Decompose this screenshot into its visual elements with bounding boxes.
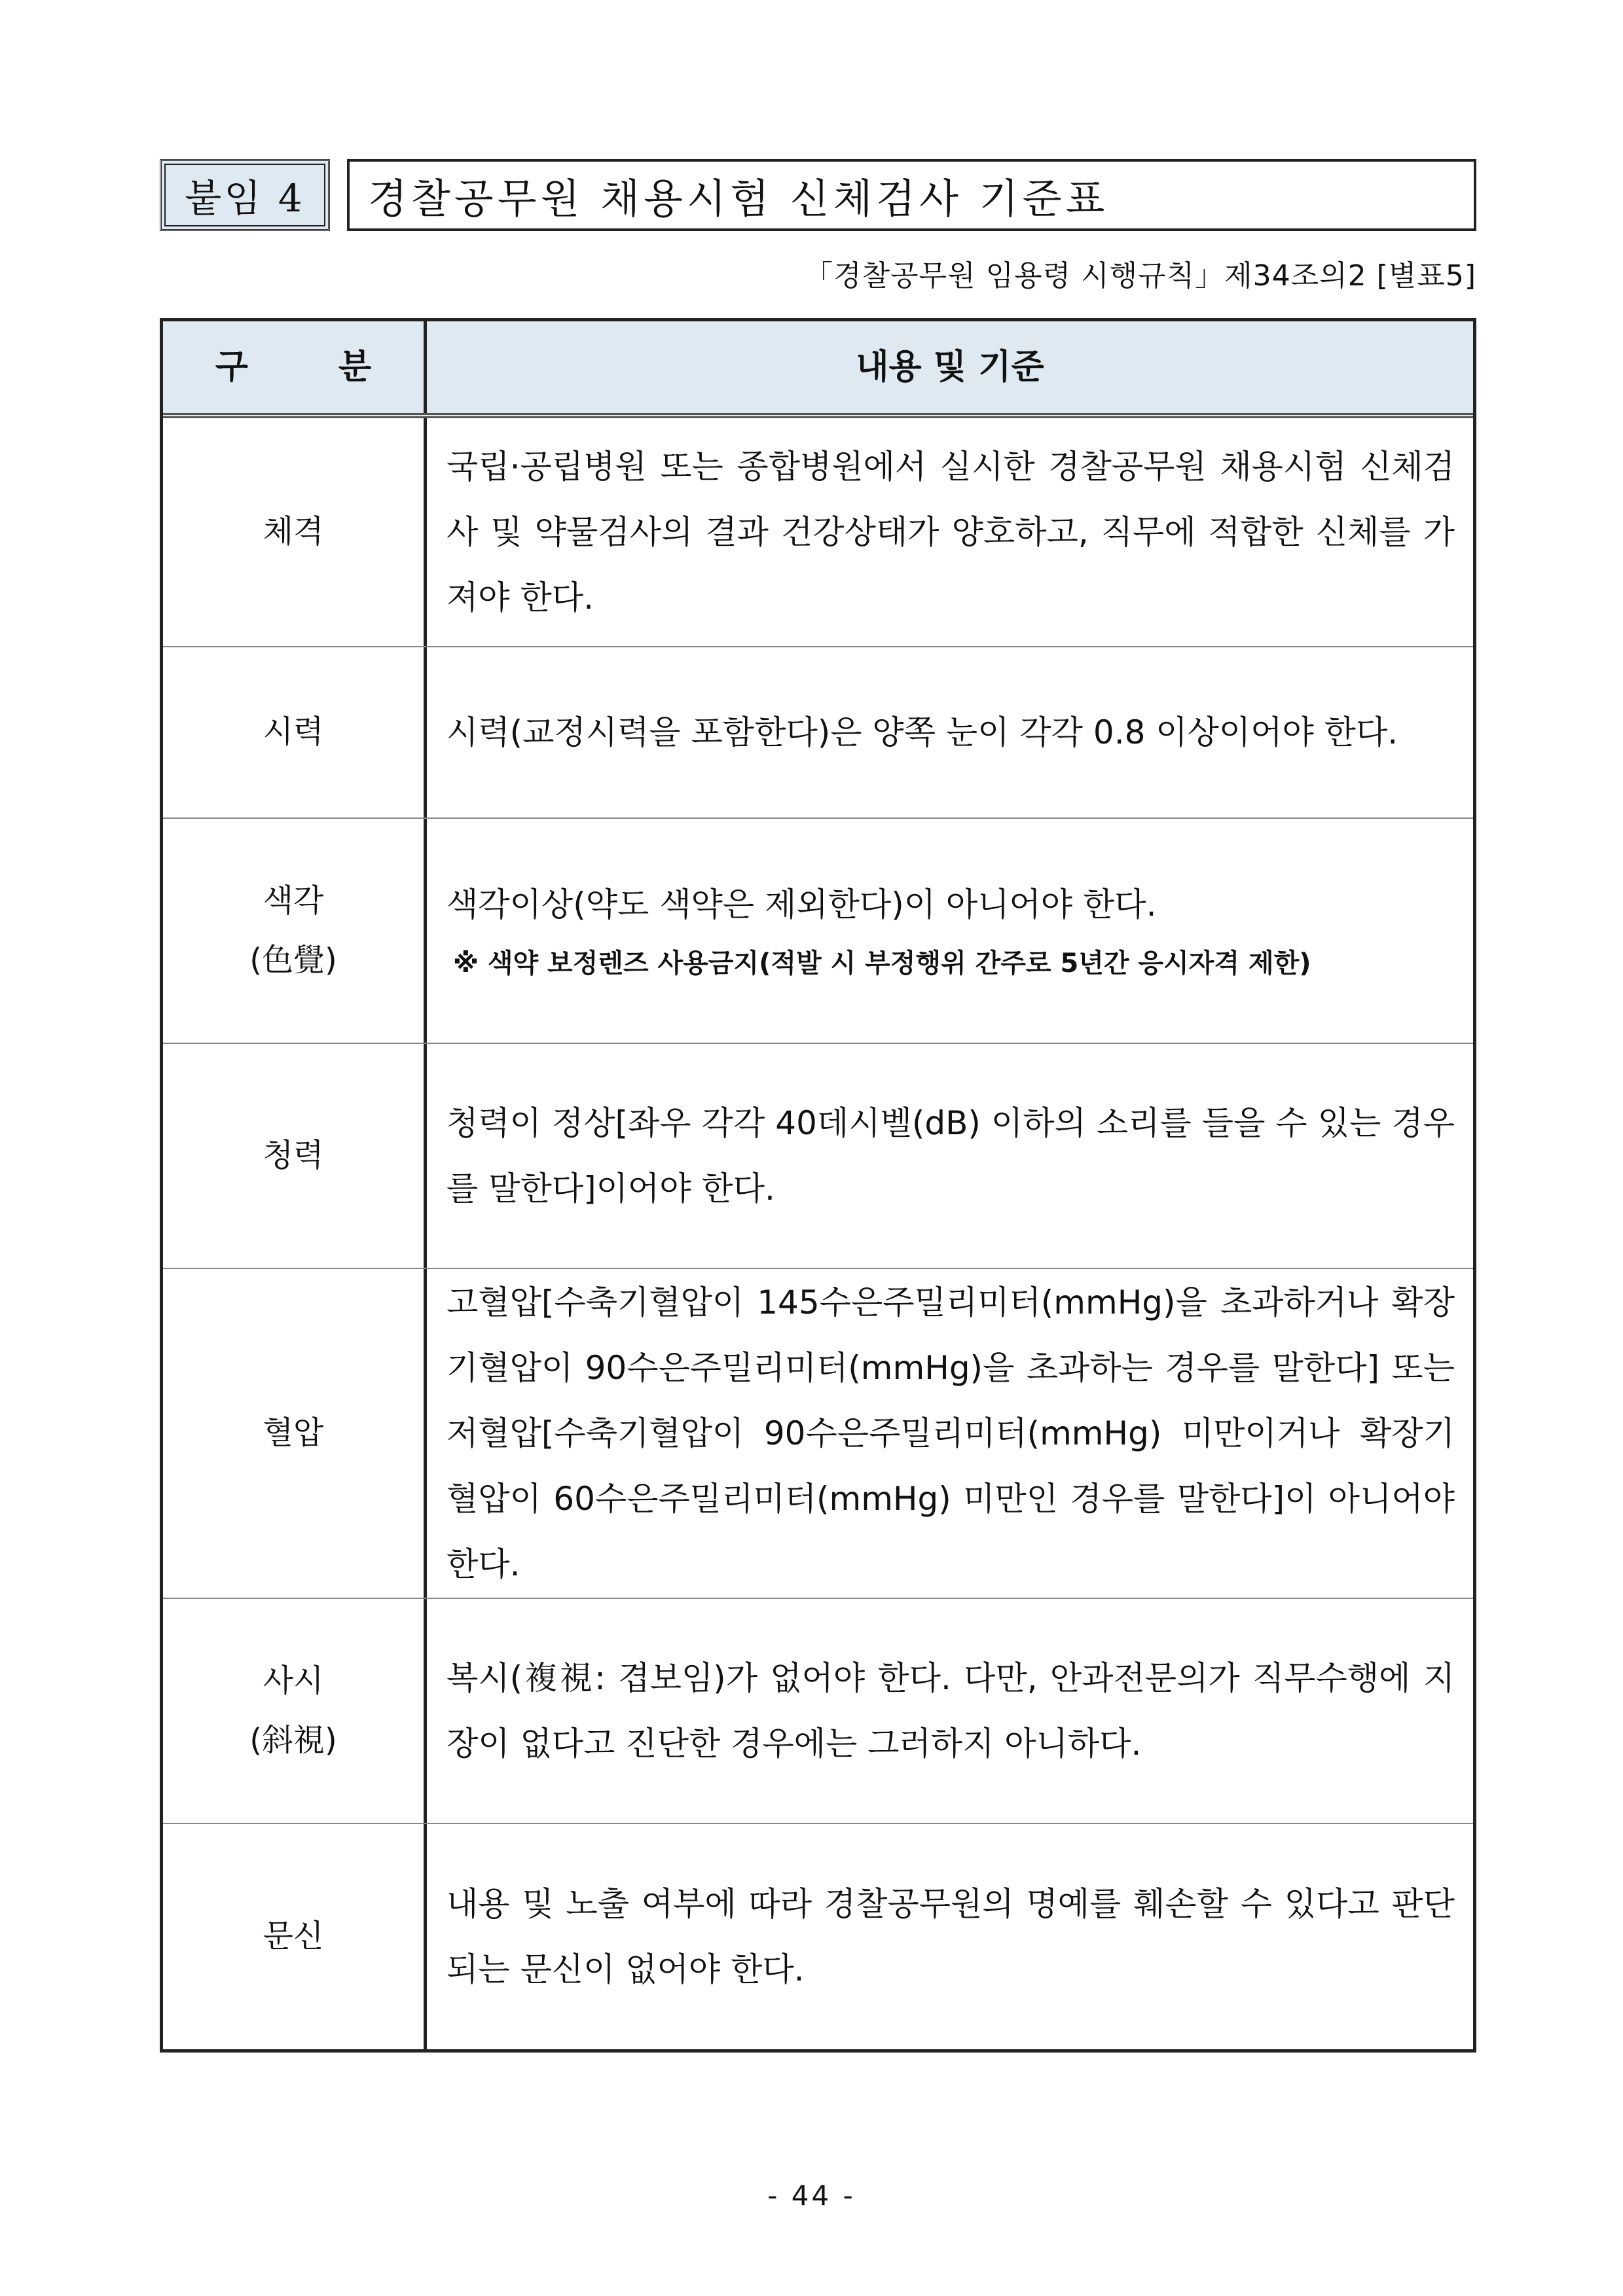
- header-category: 구 분: [163, 321, 427, 413]
- table-row: [163, 1824, 1473, 2049]
- row-content: [427, 647, 1473, 817]
- table-header-row: [163, 321, 1473, 418]
- row-content: [427, 1269, 1473, 1598]
- row-category: [163, 647, 427, 817]
- document-title-text: 경찰공무원 채용시험 신체검사 기준표: [368, 174, 1109, 223]
- attachment-label-text: 붙임 4: [185, 176, 305, 221]
- category-label: 사시: [263, 1662, 324, 1699]
- criteria-text: 내용 및 노출 여부에 따라 경찰공무원의 명예를 훼손할 수 있다고 판단되는 문신이 없어야 한다.: [447, 1885, 1455, 1988]
- row-content: [427, 1599, 1473, 1823]
- criteria-text: 복시(複視: 겹보임)가 없어야 한다. 다만, 안과전문의가 직무수행에 지장이 없다고 진단한 경우에는 그러하지 아니하다.: [447, 1659, 1455, 1763]
- document-title: [347, 159, 1476, 231]
- row-category: [163, 1044, 427, 1268]
- table-row: [163, 1599, 1473, 1824]
- row-content: [427, 1044, 1473, 1268]
- criteria-table: [160, 318, 1476, 2053]
- attachment-label: [160, 159, 330, 231]
- table-row: [163, 819, 1473, 1044]
- row-category: [163, 1599, 427, 1823]
- category-hanja: (色覺): [249, 942, 337, 978]
- row-category: [163, 1824, 427, 2049]
- criteria-text: 고혈압[수축기혈압이 145수은주밀리미터(mmHg)을 초과하거나 확장기혈압이 90수은주밀리미터(mmHg)을 초과하는 경우를 말한다] 또는 저혈압[수축기혈압이 90수은주밀리미터(mmHg) 미만이거나 확장기혈압이 60수은주밀리미터(mmHg) 미만인 경우를 말한다]이 아니어야 한다.: [447, 1283, 1455, 1583]
- row-content: [427, 418, 1473, 646]
- row-content: [427, 819, 1473, 1043]
- criteria-text: 색각이상(약도 색약은 제외한다)이 아니어야 한다.: [447, 886, 1157, 924]
- criteria-text: 국립·공립병원 또는 종합병원에서 실시한 경찰공무원 채용시험 신체검사 및 약물검사의 결과 건강상태가 양호하고, 직무에 적합한 신체를 가져야 한다.: [447, 448, 1455, 617]
- table-row: [163, 1269, 1473, 1599]
- category-label: 체격: [263, 513, 324, 550]
- table-row: [163, 418, 1473, 647]
- legal-reference: 「경찰공무원 임용령 시행규칙」제34조의2 [별표5]: [804, 259, 1476, 293]
- category-label: 시력: [263, 713, 324, 751]
- category-label: 혈압: [263, 1414, 324, 1452]
- category-hanja: (斜視): [249, 1722, 337, 1759]
- table-row: [163, 1044, 1473, 1269]
- criteria-note: ※ 색약 보정렌즈 사용금지(적발 시 부정행위 간주로 5년간 응시자격 제한): [453, 948, 1311, 978]
- row-content: [427, 1824, 1473, 2049]
- category-label: 문신: [263, 1918, 324, 1955]
- page-number: - 44 -: [767, 2179, 856, 2212]
- category-label: 청력: [263, 1137, 324, 1174]
- category-label: 색각: [263, 882, 324, 919]
- row-category: [163, 819, 427, 1043]
- row-category: [163, 418, 427, 646]
- row-category: [163, 1269, 427, 1598]
- header-content: 내용 및 기준: [856, 348, 1044, 387]
- criteria-text: 청력이 정상[좌우 각각 40데시벨(dB) 이하의 소리를 들을 수 있는 경우를 말한다]이어야 한다.: [447, 1104, 1455, 1208]
- criteria-text: 시력(교정시력을 포함한다)은 양쪽 눈이 각각 0.8 이상이어야 한다.: [447, 713, 1398, 751]
- table-row: [163, 647, 1473, 819]
